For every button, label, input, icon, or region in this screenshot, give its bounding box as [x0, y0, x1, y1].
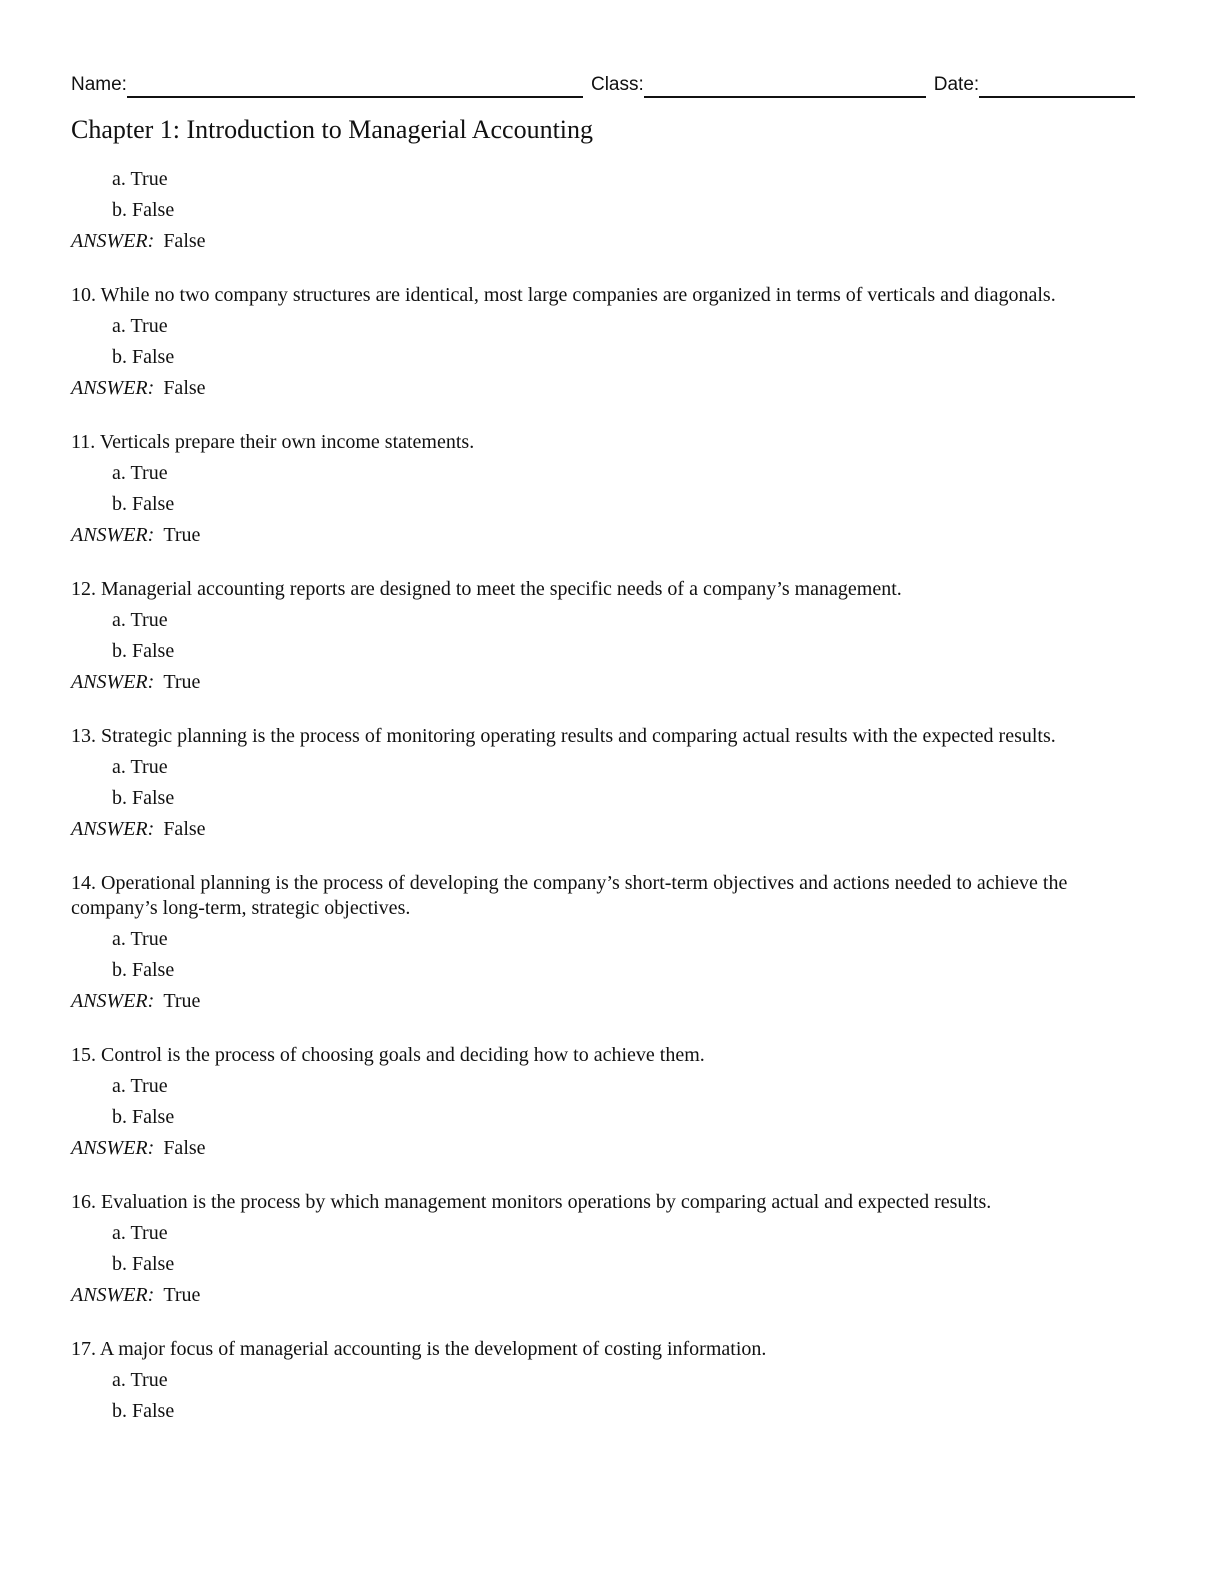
question-text: 11. Verticals prepare their own income statements. [71, 431, 475, 453]
answer-value: True [163, 671, 201, 693]
answer-options [71, 605, 1146, 667]
answer-line [71, 373, 1146, 404]
question-block [71, 1337, 1146, 1427]
answer-line [71, 667, 1146, 698]
question-text: 12. Managerial accounting reports are designed to meet the specific needs of a company’s management. [71, 578, 902, 600]
question-text: 17. A major focus of managerial accounting is the development of costing information. [71, 1338, 767, 1360]
option-a: a. True [112, 1369, 168, 1391]
answer-label: ANSWER: [71, 990, 155, 1012]
date-label: Date: [933, 74, 980, 95]
name-label: Name: [71, 74, 127, 95]
header-fields [71, 70, 1143, 98]
option-b: b. False [112, 959, 175, 981]
answer-value: False [163, 818, 206, 840]
option-b: b. False [112, 493, 175, 515]
option-a: a. True [112, 315, 168, 337]
answer-options [71, 924, 1146, 986]
question-list [71, 164, 1146, 1453]
option-b: b. False [112, 199, 175, 221]
option-b: b. False [112, 640, 175, 662]
option-a: a. True [112, 756, 168, 778]
question-block [71, 283, 1146, 404]
option-a: a. True [112, 1222, 168, 1244]
question-block [71, 430, 1146, 551]
question-block [71, 1043, 1146, 1164]
answer-line [71, 226, 1146, 257]
question-block [71, 871, 1146, 1017]
question-block [71, 724, 1146, 845]
answer-line [71, 986, 1146, 1017]
answer-label: ANSWER: [71, 1137, 155, 1159]
answer-line [71, 1280, 1146, 1311]
answer-options [71, 1071, 1146, 1133]
answer-value: True [163, 1284, 201, 1306]
option-b: b. False [112, 1106, 175, 1128]
answer-value: False [163, 377, 206, 399]
answer-label: ANSWER: [71, 671, 155, 693]
option-a: a. True [112, 928, 168, 950]
date-field-line [979, 74, 1135, 98]
answer-label: ANSWER: [71, 377, 155, 399]
option-a: a. True [112, 609, 168, 631]
answer-label: ANSWER: [71, 1284, 155, 1306]
question-text: 13. Strategic planning is the process of monitoring operating results and comparing actual results with the expected results. [71, 725, 1056, 747]
answer-value: True [163, 990, 201, 1012]
answer-options [71, 752, 1146, 814]
answer-options [71, 1365, 1146, 1427]
answer-options [71, 164, 1146, 226]
answer-value: False [163, 230, 206, 252]
question-block [71, 577, 1146, 698]
answer-options [71, 311, 1146, 373]
answer-line [71, 1133, 1146, 1164]
option-b: b. False [112, 1400, 175, 1422]
question-block [71, 1190, 1146, 1311]
option-b: b. False [112, 1253, 175, 1275]
answer-value: False [163, 1137, 206, 1159]
question-block [71, 164, 1146, 257]
question-text: 16. Evaluation is the process by which management monitors operations by comparing actual and expected results. [71, 1191, 992, 1213]
chapter-title: Chapter 1: Introduction to Managerial Accounting [71, 115, 594, 144]
option-a: a. True [112, 462, 168, 484]
answer-options [71, 1218, 1146, 1280]
class-label: Class: [590, 74, 644, 95]
option-a: a. True [112, 1075, 168, 1097]
answer-options [71, 458, 1146, 520]
answer-label: ANSWER: [71, 818, 155, 840]
answer-line [71, 520, 1146, 551]
answer-value: True [163, 524, 201, 546]
question-text: 14. Operational planning is the process of developing the company’s short-term objectives and actions needed to achieve the company’s long-term, strategic objectives. [71, 872, 1068, 919]
name-field-line [127, 74, 583, 98]
class-field-line [644, 74, 926, 98]
question-text: 10. While no two company structures are identical, most large companies are organized in terms of verticals and diagonals. [71, 284, 1056, 306]
answer-label: ANSWER: [71, 524, 155, 546]
option-b: b. False [112, 346, 175, 368]
answer-line [71, 814, 1146, 845]
answer-label: ANSWER: [71, 230, 155, 252]
option-b: b. False [112, 787, 175, 809]
question-text: 15. Control is the process of choosing goals and deciding how to achieve them. [71, 1044, 705, 1066]
option-a: a. True [112, 168, 168, 190]
